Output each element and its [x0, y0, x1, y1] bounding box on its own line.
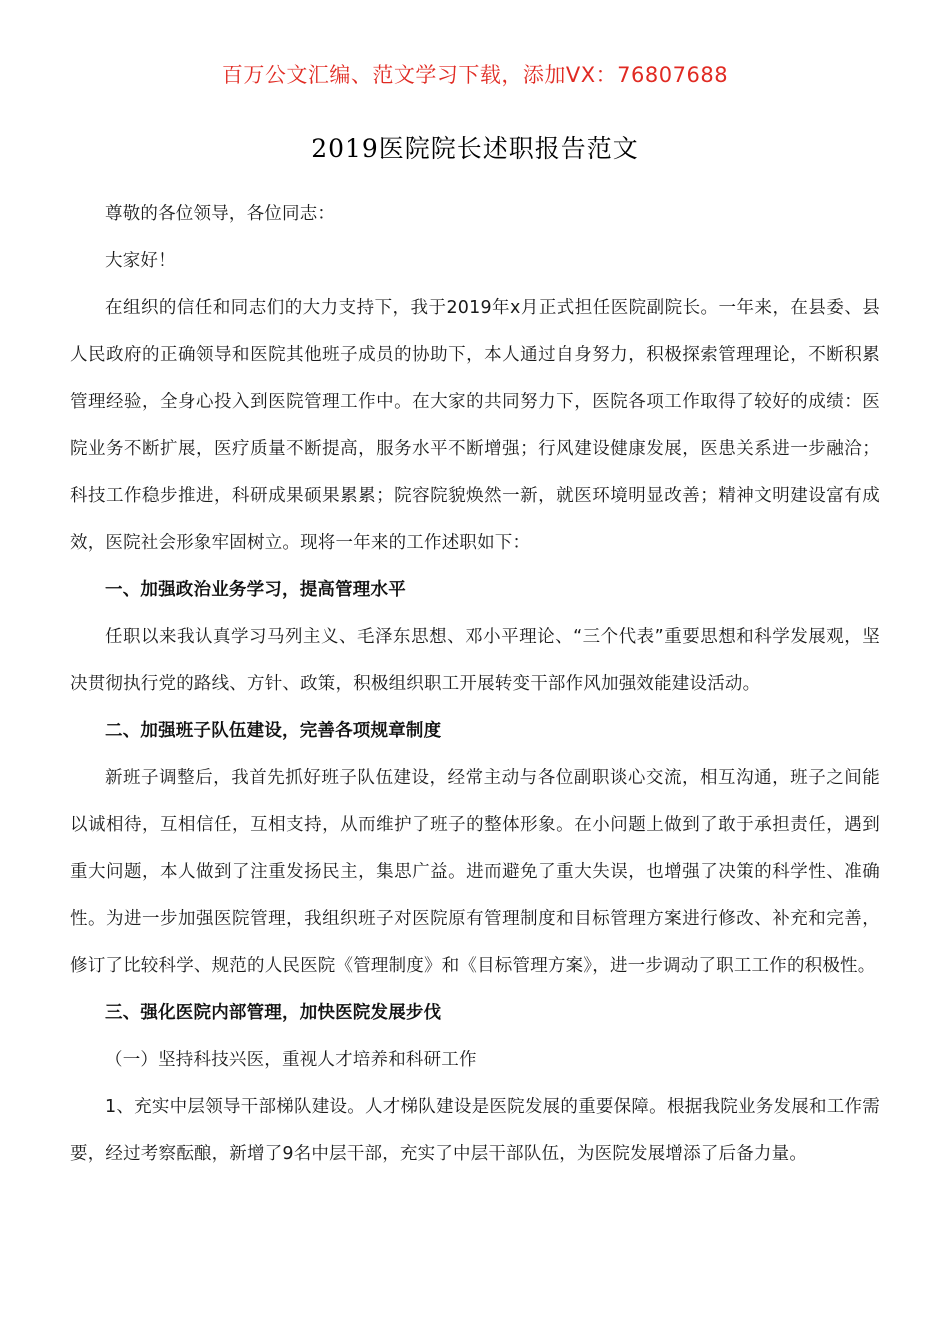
intro-paragraph: 在组织的信任和同志们的大力支持下，我于2019年x月正式担任医院副院长。一年来，在县委、县人民政府的正确领导和医院其他班子成员的协助下，本人通过自身努力，积极探索管理理论，不断积累管理经验，全身心投入到医院管理工作中。在大家的共同努力下，医院各项工作取得了较好的成绩：医院业务不断扩展，医疗质量不断提高，服务水平不断增强；行风建设健康发展，医患关系进一步融洽；科技工作稳步推进，科研成果硕果累累；院容院貌焕然一新，就医环境明显改善；精神文明建设富有成效，医院社会形象牢固树立。现将一年来的工作述职如下：: [70, 298, 880, 554]
section-heading-2: 二、加强班子队伍建设，完善各项规章制度: [105, 721, 442, 742]
section-heading-1: 一、加强政治业务学习，提高管理水平: [105, 580, 406, 601]
promo-banner-text: 百万公文汇编、范文学习下载，添加VX：76807688: [221, 63, 729, 87]
page-title: 2019医院院长述职报告范文: [311, 134, 639, 164]
section-paragraph-2: 新班子调整后，我首先抓好班子队伍建设，经常主动与各位副职谈心交流，相互沟通，班子之间能以诚相待，互相信任，互相支持，从而维护了班子的整体形象。在小问题上做到了敢于承担责任，遇到重大问题，本人做到了注重发扬民主，集思广益。进而避免了重大失误，也增强了决策的科学性、准确性。为进一步加强医院管理，我组织班子对医院原有管理制度和目标管理方案进行修改、补充和完善，修订了比较科学、规范的人民医院《管理制度》和《目标管理方案》，进一步调动了职工工作的积极性。: [70, 768, 880, 977]
section-heading-3: 三、强化医院内部管理，加快医院发展步伐: [105, 1003, 442, 1024]
section-paragraph-1: 任职以来我认真学习马列主义、毛泽东思想、邓小平理论、“三个代表”重要思想和科学发展观，坚决贯彻执行党的路线、方针、政策，积极组织职工开展转变干部作风加强效能建设活动。: [70, 627, 880, 695]
section-subheading-3-1: （一）坚持科技兴医，重视人才培养和科研工作: [105, 1050, 477, 1071]
section-paragraph-3: 1、充实中层领导干部梯队建设。人才梯队建设是医院发展的重要保障。根据我院业务发展和工作需要，经过考察酝酿，新增了9名中层干部，充实了中层干部队伍，为医院发展增添了后备力量。: [70, 1097, 880, 1165]
document-body: [70, 191, 880, 1178]
greeting-line: 大家好！: [105, 251, 176, 272]
salutation-line: 尊敬的各位领导，各位同志：: [105, 204, 336, 225]
